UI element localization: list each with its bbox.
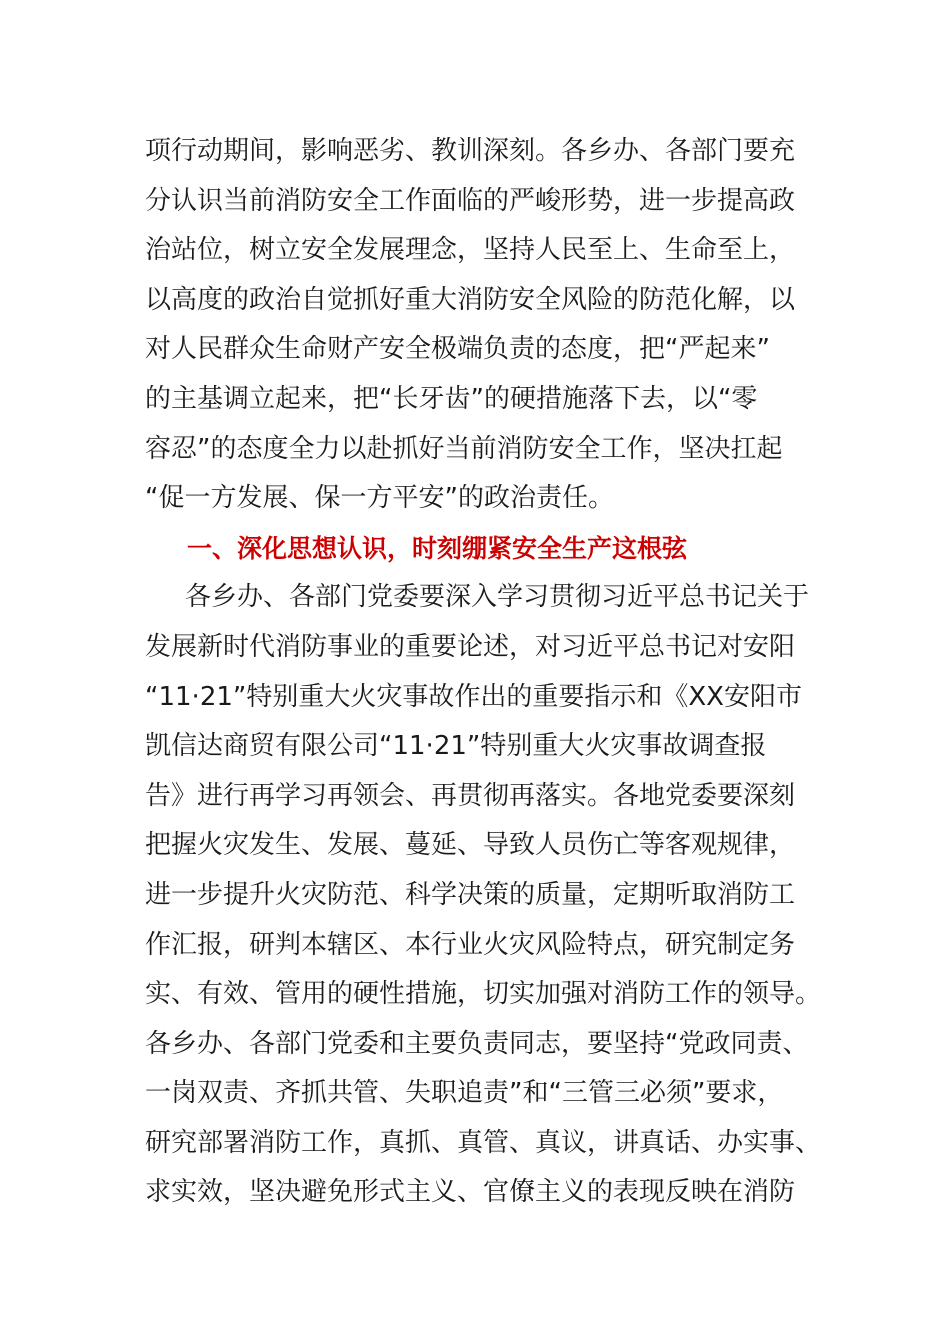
body-line: 分认识当前消防安全工作面临的严峻形势，进一步提高政 <box>145 185 796 216</box>
body-line: 研究部署消防工作，真抓、真管、真议，讲真话、办实事、 <box>145 1127 822 1158</box>
body-line: 发展新时代消防事业的重要论述，对习近平总书记对安阳 <box>145 631 796 662</box>
body-line: 各乡办、各部门党委和主要负责同志，要坚持“党政同责、 <box>145 1028 809 1059</box>
paragraph-first-line: 各乡办、各部门党委要深入学习贯彻习近平总书记关于 <box>185 582 810 613</box>
body-line: 一岗双责、齐抓共管、失职追责”和“三管三必须”要求， <box>145 1078 784 1109</box>
body-line: 作汇报，研判本辖区、本行业火灾风险特点，研究制定务 <box>145 929 796 960</box>
document-body <box>145 127 822 1218</box>
body-line: “11·21”特别重大火灾事故作出的重要指示和《XX安阳市 <box>145 681 802 712</box>
body-line: 的主基调立起来，把“长牙齿”的硬措施落下去，以“零 <box>145 383 758 414</box>
body-line: “促一方发展、保一方平安”的政治责任。 <box>145 483 614 514</box>
body-line: 实、有效、管用的硬性措施，切实加强对消防工作的领导。 <box>145 979 822 1010</box>
body-line: 进一步提升火灾防范、科学决策的质量，定期听取消防工 <box>145 879 796 910</box>
body-line: 对人民群众生命财产安全极端负责的态度，把“严起来” <box>145 334 770 365</box>
body-line: 项行动期间，影响恶劣、教训深刻。各乡办、各部门要充 <box>145 136 796 166</box>
body-line: 容忍”的态度全力以赴抓好当前消防安全工作，坚决扛起 <box>145 433 783 464</box>
body-line: 告》进行再学习再领会、再贯彻再落实。各地党委要深刻 <box>145 780 796 811</box>
section-heading: 一、深化思想认识，时刻绷紧安全生产这根弦 <box>187 533 688 563</box>
body-line: 凯信达商贸有限公司“11·21”特别重大火灾事故调查报 <box>145 731 767 762</box>
body-line: 治站位，树立安全发展理念，坚持人民至上、生命至上， <box>145 235 796 266</box>
body-line: 把握火灾发生、发展、蔓延、导致人员伤亡等客观规律， <box>145 830 796 861</box>
body-line: 以高度的政治自觉抓好重大消防安全风险的防范化解，以 <box>145 284 796 315</box>
body-line: 求实效，坚决避免形式主义、官僚主义的表现反映在消防 <box>145 1177 796 1208</box>
